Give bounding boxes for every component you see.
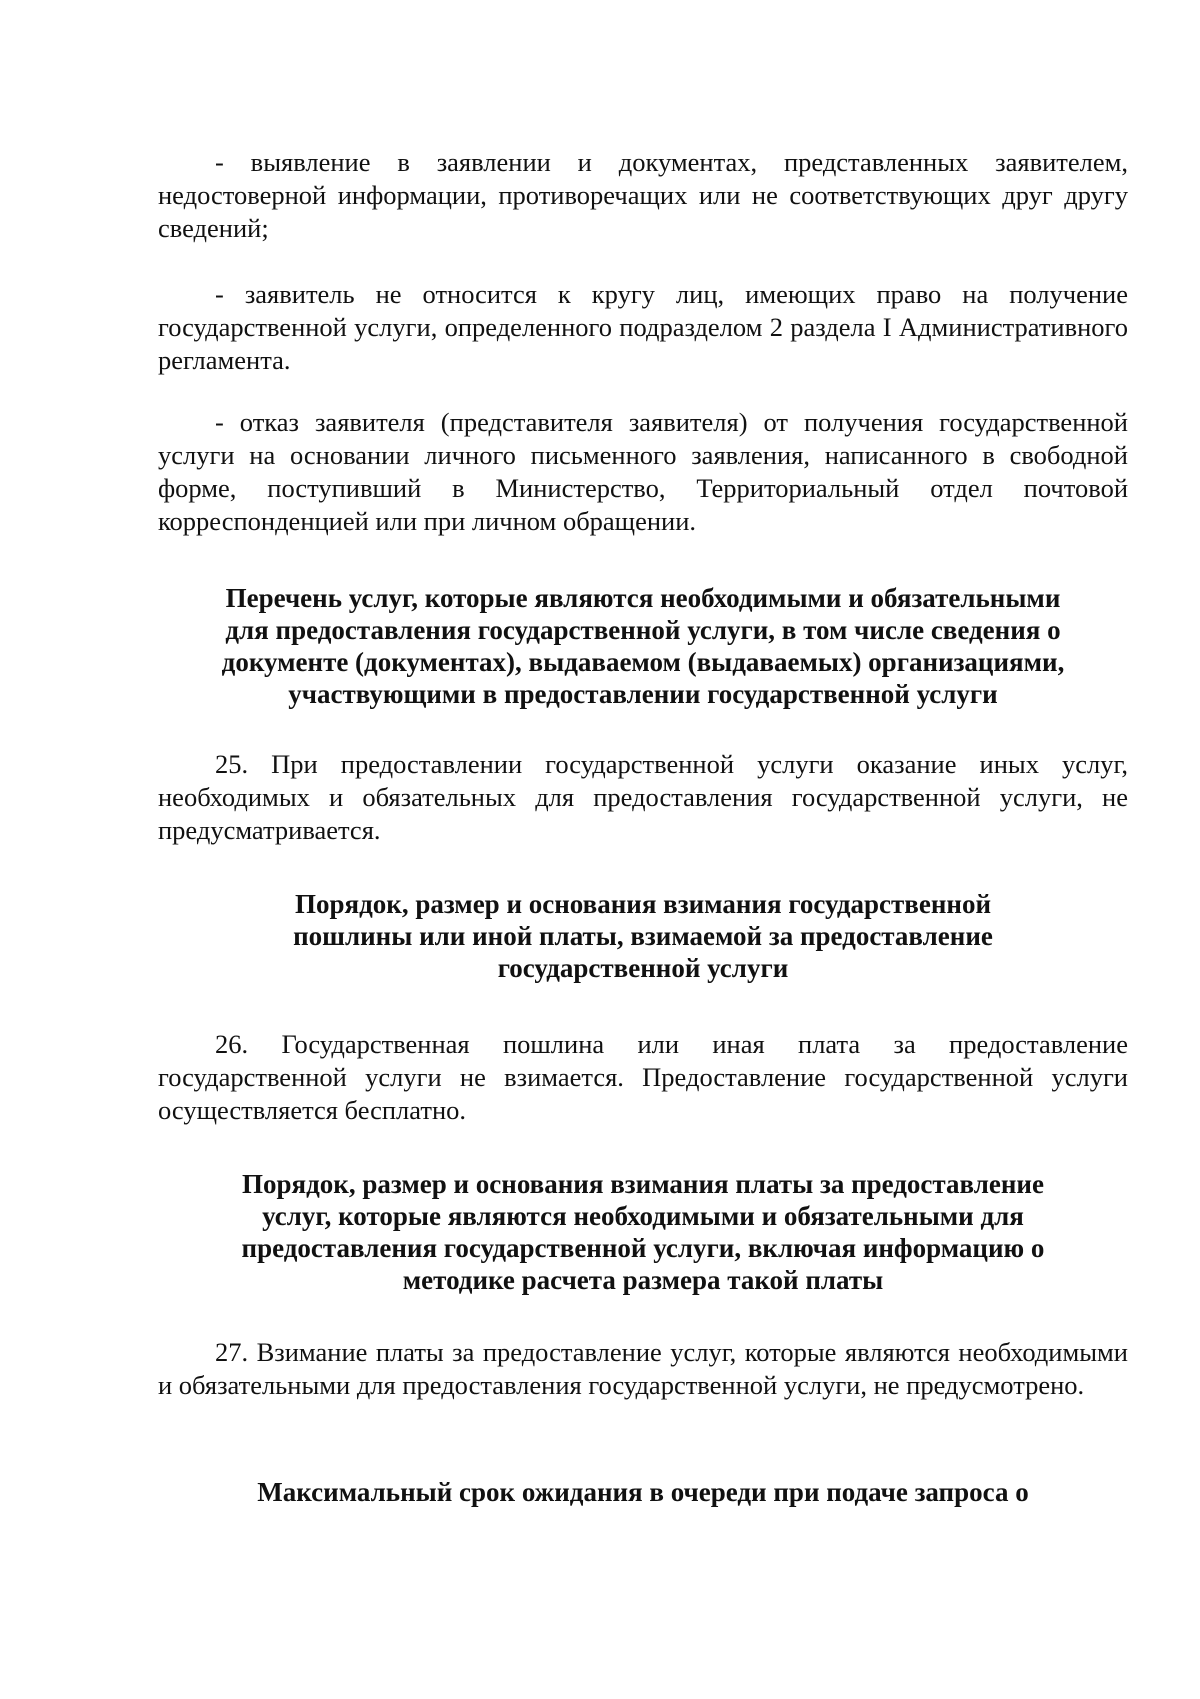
heading-required-services-list (158, 582, 1128, 710)
paragraph-item-27: 27. Взимание платы за предоставление услуг, которые являются необходимыми и обязательными для предоставления государственной услуги, не предусмотрено. (158, 1337, 1128, 1400)
paragraph-inaccurate-information: - выявление в заявлении и документах, представленных заявителем, недостоверной информации, противоречащих или не соответствующих друг другу сведений; (158, 147, 1128, 243)
heading-line: участвующими в предоставлении государственной услуги (288, 679, 998, 709)
heading-state-fee (158, 888, 1128, 984)
paragraph-applicant-not-eligible: - заявитель не относится к кругу лиц, имеющих право на получение государственной услуги, определенного подразделом 2 раздела I Административного регламента. (158, 279, 1128, 375)
heading-line: документе (документах), выдаваемом (выдаваемых) организациями, (221, 647, 1065, 677)
heading-line: Максимальный срок ожидания в очереди при подаче запроса о (257, 1477, 1029, 1507)
paragraph-item-25: 25. При предоставлении государственной услуги оказание иных услуг, необходимых и обязательных для предоставления государственной услуги, не предусматривается. (158, 749, 1128, 845)
heading-line: Порядок, размер и основания взимания государственной (294, 889, 992, 919)
heading-line: Порядок, размер и основания взимания платы за предоставление (242, 1169, 1044, 1199)
heading-line: Перечень услуг, которые являются необходимыми и обязательными (225, 583, 1061, 613)
heading-line: предоставления государственной услуги, включая информацию о (241, 1233, 1045, 1263)
heading-line: услуг, которые являются необходимыми и обязательными для (262, 1201, 1024, 1231)
heading-line: методике расчета размера такой платы (402, 1265, 884, 1295)
paragraph-item-26: 26. Государственная пошлина или иная плата за предоставление государственной услуги не взимается. Предоставление государственной услуги осуществляется бесплатно. (158, 1029, 1128, 1125)
heading-line: пошлины или иной платы, взимаемой за предоставление (293, 921, 993, 951)
paragraph-applicant-refusal: - отказ заявителя (представителя заявителя) от получения государственной услуги на основании личного письменного заявления, написанного в свободной форме, поступивший в Министерство, Территориальный отдел почтовой корреспонденцией или при личном обращении. (158, 407, 1128, 536)
heading-max-waiting-time (158, 1476, 1128, 1508)
heading-service-fee (158, 1168, 1128, 1296)
heading-line: для предоставления государственной услуги, в том числе сведения о (225, 615, 1061, 645)
heading-line: государственной услуги (497, 953, 789, 983)
